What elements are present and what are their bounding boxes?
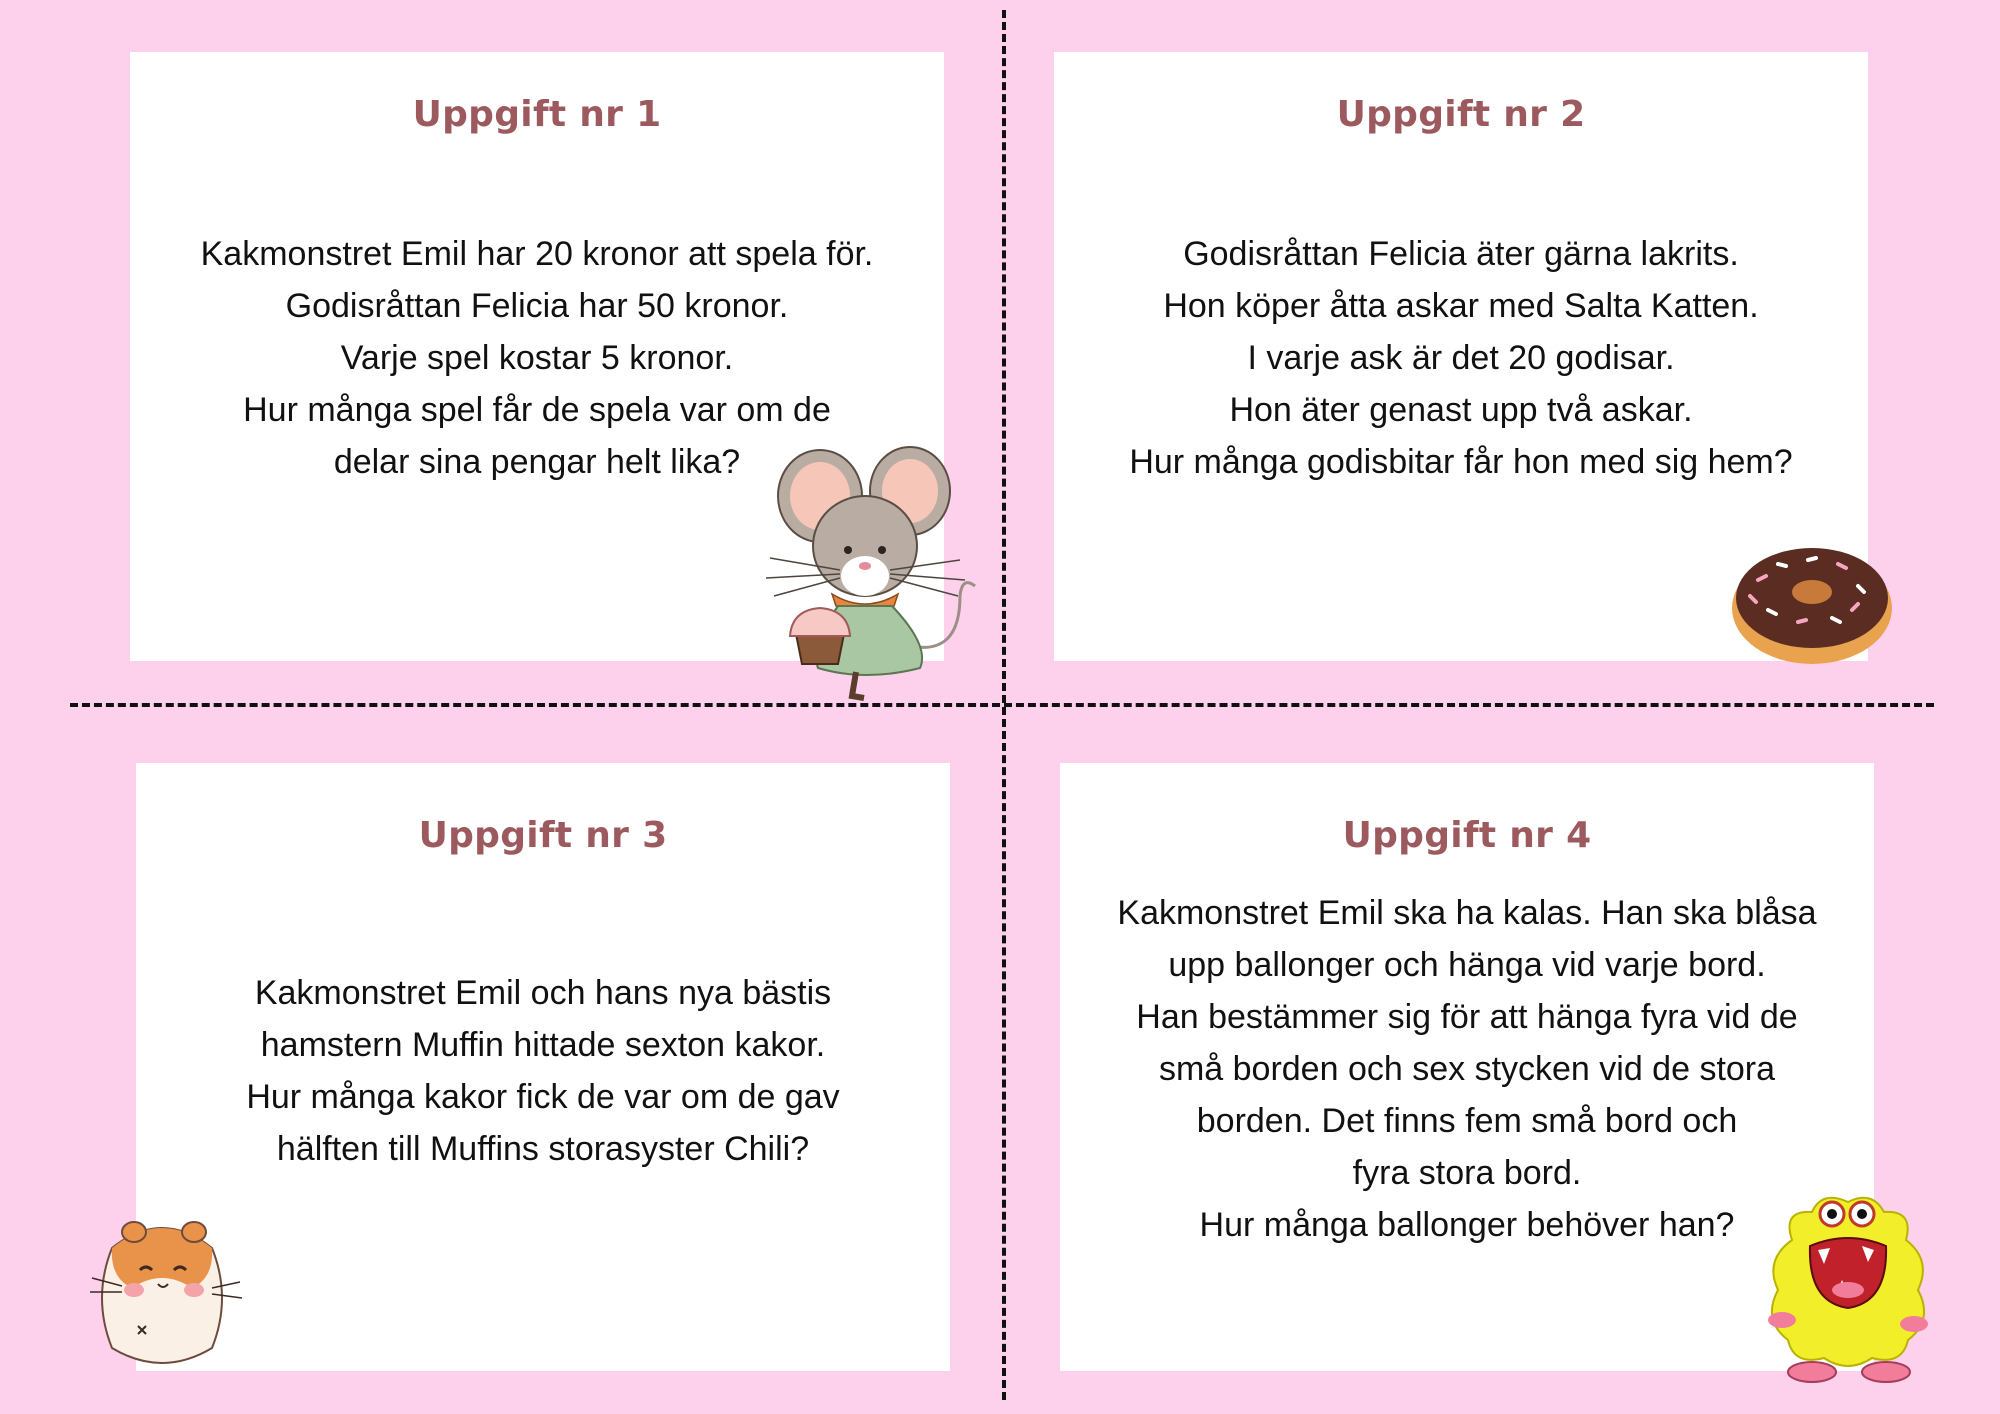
task-text-2: [1054, 228, 1868, 488]
task-title-4: Uppgift nr 4: [1342, 815, 1592, 856]
task-4-line: Kakmonstret Emil ska ha kalas. Han ska blåsa: [1117, 894, 1817, 932]
task-3-line: hälften till Muffins storasyster Chili?: [276, 1130, 810, 1168]
task-2-line: Hur många godisbitar får hon med sig hem?: [1129, 443, 1793, 481]
mouse-icon: [760, 446, 1000, 706]
task-1-line: Hur många spel får de spela var om de: [243, 391, 831, 429]
task-3-line: Hur många kakor fick de var om de gav: [246, 1078, 840, 1116]
task-1-line: Varje spel kostar 5 kronor.: [340, 339, 734, 377]
task-title-1: Uppgift nr 1: [412, 94, 662, 135]
task-2-line: Godisråttan Felicia äter gärna lakrits.: [1183, 235, 1739, 273]
task-text-3: [136, 967, 950, 1175]
task-4-line: borden. Det finns fem små bord och: [1196, 1102, 1738, 1140]
task-4-line: Hur många ballonger behöver han?: [1199, 1206, 1735, 1244]
task-4-line: fyra stora bord.: [1352, 1154, 1582, 1192]
task-1-line: Kakmonstret Emil har 20 kronor att spela för.: [200, 235, 874, 273]
task-card-3: [136, 763, 950, 1371]
task-2-line: Hon äter genast upp två askar.: [1229, 391, 1693, 429]
task-4-line: upp ballonger och hänga vid varje bord.: [1168, 946, 1766, 984]
task-2-line: I varje ask är det 20 godisar.: [1247, 339, 1675, 377]
horizontal-cut-line: [70, 703, 1934, 707]
task-1-line: delar sina pengar helt lika?: [333, 443, 741, 481]
task-card-4: [1060, 763, 1874, 1371]
task-3-line: Kakmonstret Emil och hans nya bästis: [254, 974, 832, 1012]
task-4-line: små borden och sex stycken vid de stora: [1158, 1050, 1776, 1088]
task-3-line: hamstern Muffin hittade sexton kakor.: [260, 1026, 826, 1064]
donut-icon: [1728, 530, 1896, 668]
task-title-3: Uppgift nr 3: [418, 815, 668, 856]
task-title-2: Uppgift nr 2: [1336, 94, 1586, 135]
task-text-4: [1060, 887, 1874, 1251]
task-2-line: Hon köper åtta askar med Salta Katten.: [1163, 287, 1759, 325]
monster-icon: [1762, 1190, 1934, 1386]
task-1-line: Godisråttan Felicia har 50 kronor.: [285, 287, 789, 325]
task-4-line: Han bestämmer sig för att hänga fyra vid de: [1136, 998, 1798, 1036]
hamster-icon: [82, 1208, 244, 1376]
